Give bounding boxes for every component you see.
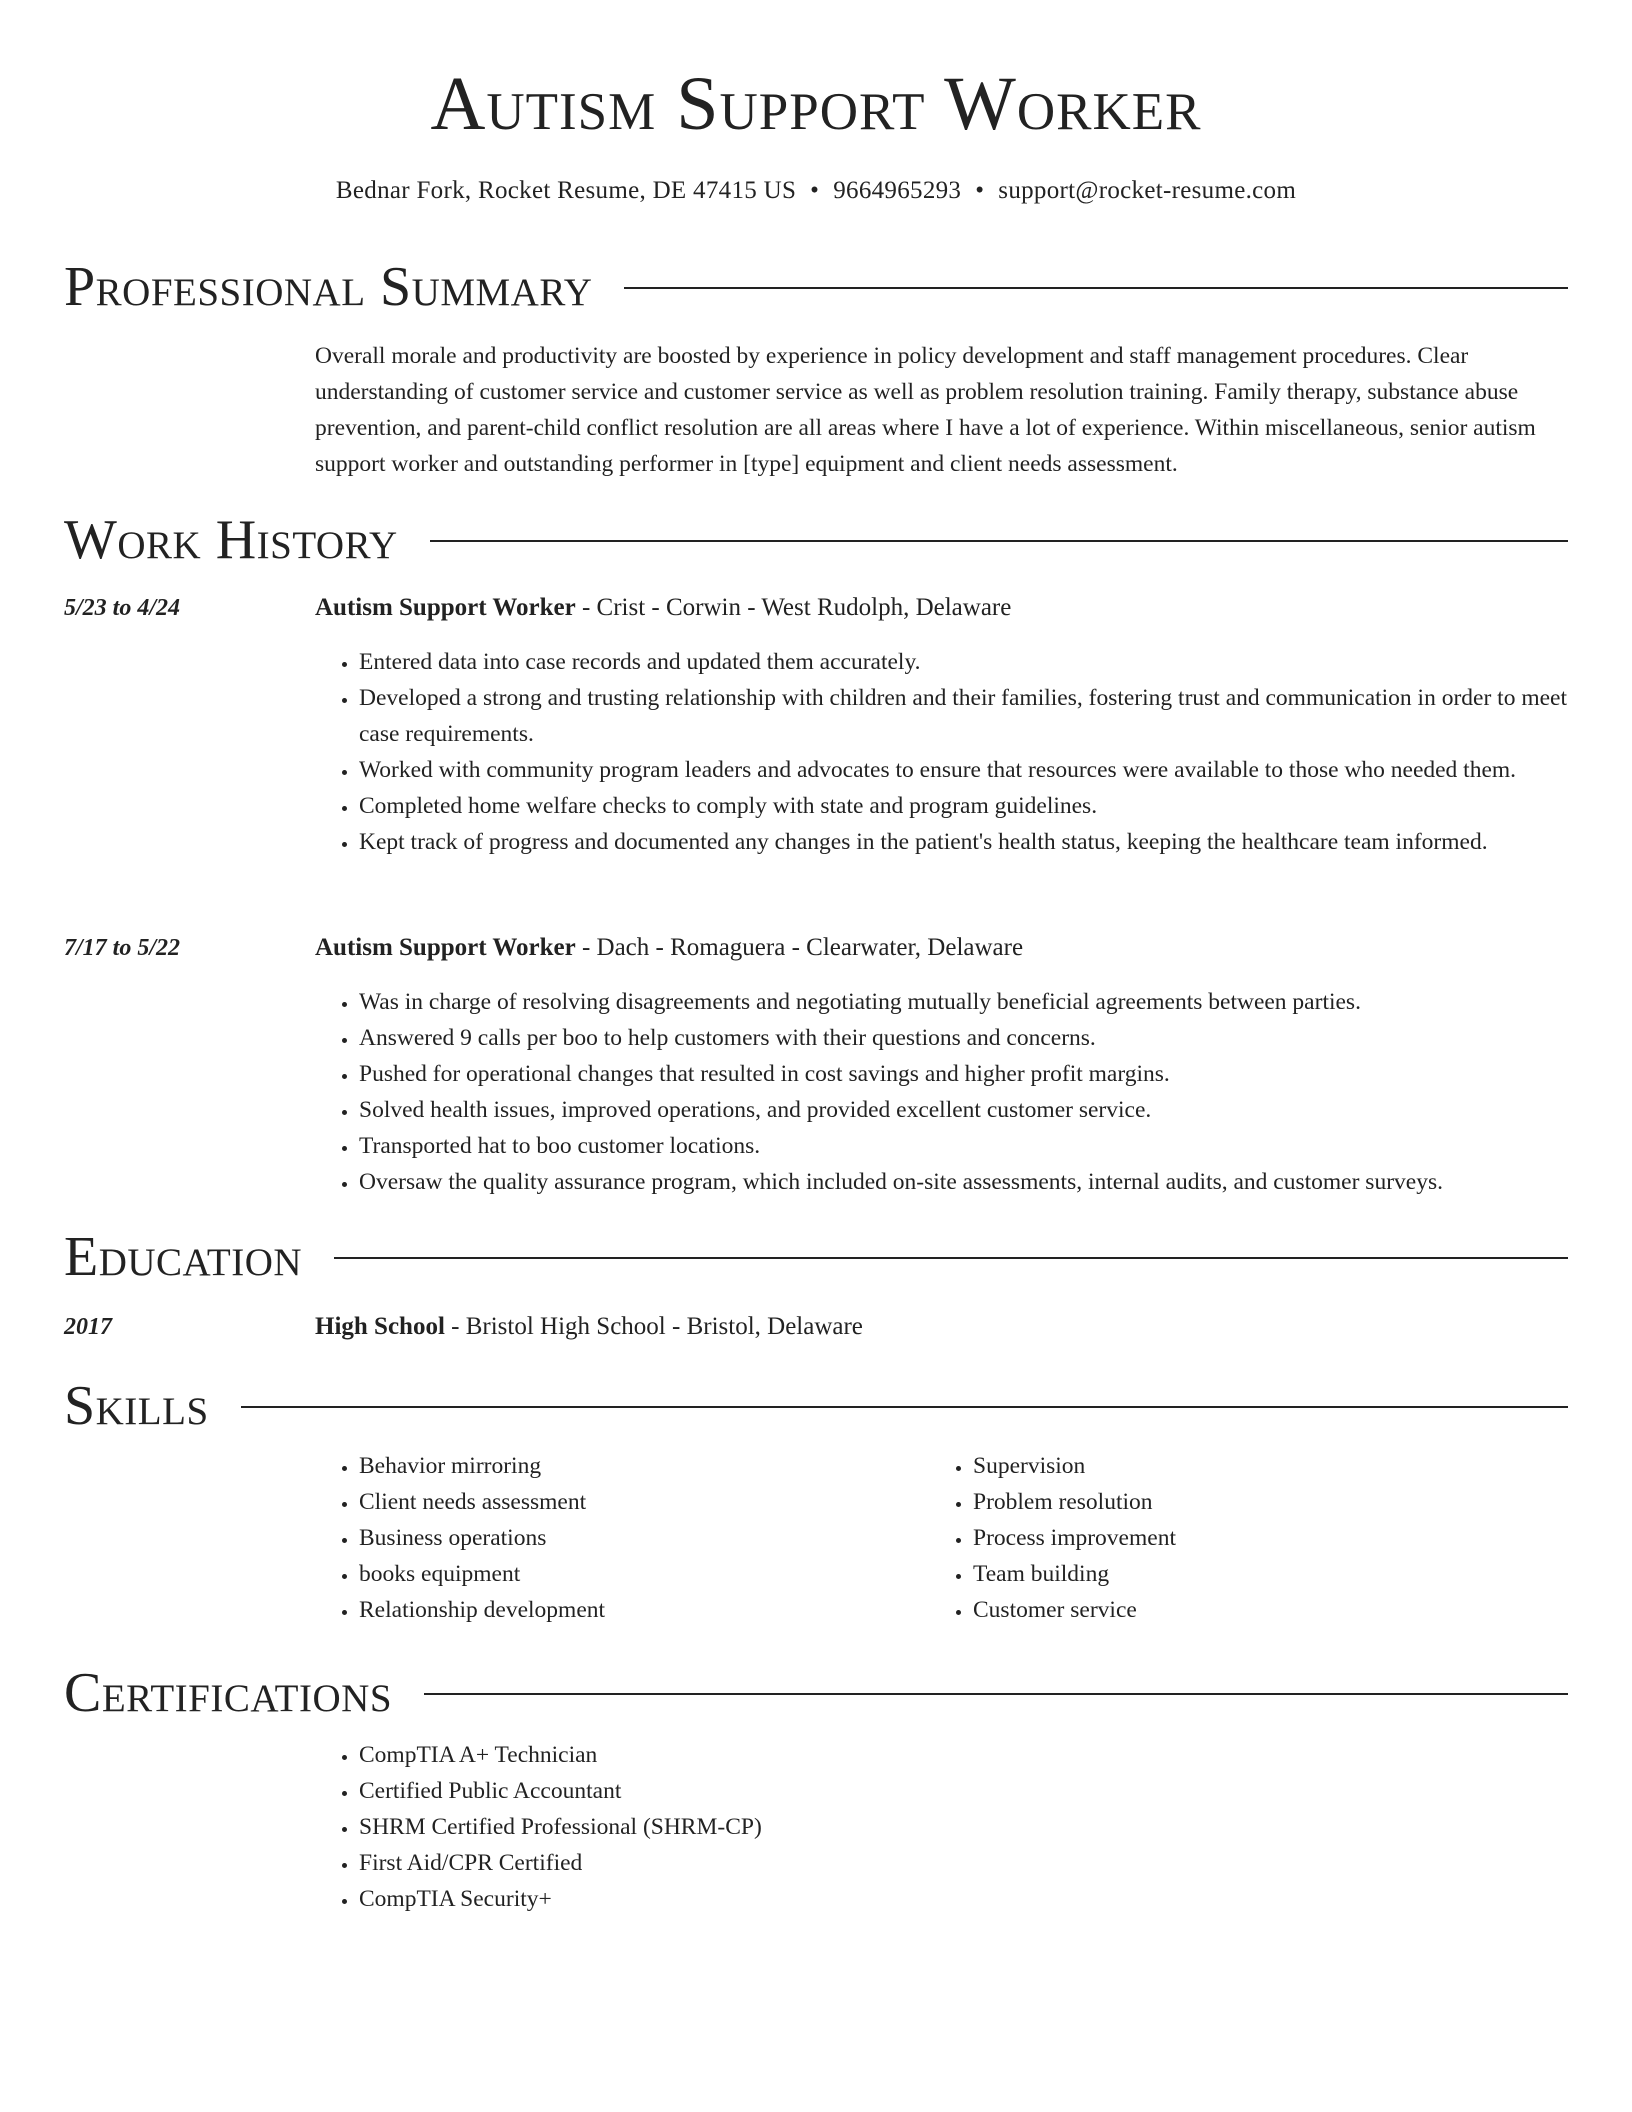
job-role: Autism Support Worker — [315, 934, 576, 961]
job-title-line — [315, 590, 1568, 626]
education-line — [315, 1309, 1568, 1345]
certification-item: • SHRM Certified Professional (SHRM-CP) — [359, 1809, 1568, 1845]
list-item: • Kept track of progress and documented any changes in the patient's health status, keeping the healthcare team informed. — [359, 824, 1568, 860]
contact-phone: 9664965293 — [833, 177, 962, 204]
skill-item: • Process improvement — [973, 1520, 1529, 1556]
section-header-summary — [64, 252, 1568, 322]
certification-item: • Certified Public Accountant — [359, 1773, 1568, 1809]
skill-item: • Business operations — [359, 1520, 915, 1556]
section-header-certifications — [64, 1658, 1568, 1728]
section-header-education — [64, 1222, 1568, 1292]
list-item: • Transported hat to boo customer locations. — [359, 1128, 1568, 1164]
job-role: Autism Support Worker — [315, 594, 576, 621]
section-title: Education — [64, 1226, 303, 1288]
job-details: - Crist - Corwin - West Rudolph, Delaware — [575, 594, 1012, 621]
education-degree: High School — [315, 1313, 445, 1340]
education-details: - Bristol High School - Bristol, Delaware — [444, 1313, 863, 1340]
section-title: Skills — [64, 1375, 209, 1437]
skill-item: • books equipment — [359, 1556, 915, 1592]
contact-email: support@rocket-resume.com — [998, 177, 1297, 204]
job-dates: 5/23 to 4/24 — [64, 595, 181, 621]
contact-separator: • — [810, 177, 820, 204]
section-divider — [424, 1693, 1568, 1695]
contact-line — [0, 174, 1632, 208]
list-item: • Entered data into case records and updated them accurately. — [359, 644, 1568, 680]
skill-item: • Relationship development — [359, 1592, 915, 1628]
list-item: • Oversaw the quality assurance program, which included on-site assessments, internal audits, and customer surveys. — [359, 1164, 1568, 1200]
skills-list-right — [929, 1448, 1529, 1628]
skill-item: • Customer service — [973, 1592, 1529, 1628]
section-divider — [334, 1257, 1568, 1259]
education-year: 2017 — [64, 1314, 112, 1340]
contact-separator: • — [975, 177, 985, 204]
section-title: Certifications — [64, 1662, 393, 1724]
skill-item: • Team building — [973, 1556, 1529, 1592]
section-divider — [241, 1406, 1568, 1408]
skill-item: • Supervision — [973, 1448, 1529, 1484]
job-bullets — [315, 984, 1568, 1200]
section-divider — [624, 287, 1568, 289]
list-item: • Solved health issues, improved operations, and provided excellent customer service. — [359, 1092, 1568, 1128]
list-item: • Developed a strong and trusting relationship with children and their families, fostering trust and communication in order to meet case requirements. — [359, 680, 1568, 752]
list-item: • Worked with community program leaders and advocates to ensure that resources were available to those who needed them. — [359, 752, 1568, 788]
section-divider — [430, 540, 1568, 542]
skills-list-left — [315, 1448, 915, 1628]
skill-item: • Behavior mirroring — [359, 1448, 915, 1484]
certifications-list — [315, 1737, 1568, 1917]
section-title: Work History — [64, 509, 398, 571]
list-item: • Completed home welfare checks to comply with state and program guidelines. — [359, 788, 1568, 824]
certification-item: • CompTIA Security+ — [359, 1881, 1568, 1917]
section-header-skills — [64, 1371, 1568, 1441]
list-item: • Was in charge of resolving disagreements and negotiating mutually beneficial agreements between parties. — [359, 984, 1568, 1020]
list-item: • Answered 9 calls per boo to help customers with their questions and concerns. — [359, 1020, 1568, 1056]
job-details: - Dach - Romaguera - Clearwater, Delaware — [575, 934, 1024, 961]
resume-name: Autism Support Worker — [430, 62, 1202, 146]
job-bullets — [315, 644, 1568, 860]
summary-text: Overall morale and productivity are boosted by experience in policy development and staff management procedures. Clear understanding of customer service and customer service as well as problem resolution training. Family therapy, substance abuse prevention, and parent-child conflict resolution are all areas where I have a lot of experience. Within miscellaneous, senior autism support worker and outstanding performer in [type] equipment and client needs assessment. — [315, 343, 1536, 477]
certification-item: • First Aid/CPR Certified — [359, 1845, 1568, 1881]
skill-item: • Client needs assessment — [359, 1484, 915, 1520]
list-item: • Pushed for operational changes that resulted in cost savings and higher profit margins. — [359, 1056, 1568, 1092]
section-title: Professional Summary — [64, 256, 593, 318]
contact-address: Bednar Fork, Rocket Resume, DE 47415 US — [335, 177, 797, 204]
job-title-line — [315, 930, 1568, 966]
skill-item: • Problem resolution — [973, 1484, 1529, 1520]
certification-item: • CompTIA A+ Technician — [359, 1737, 1568, 1773]
job-dates: 7/17 to 5/22 — [64, 935, 181, 961]
section-header-work-history — [64, 505, 1568, 575]
